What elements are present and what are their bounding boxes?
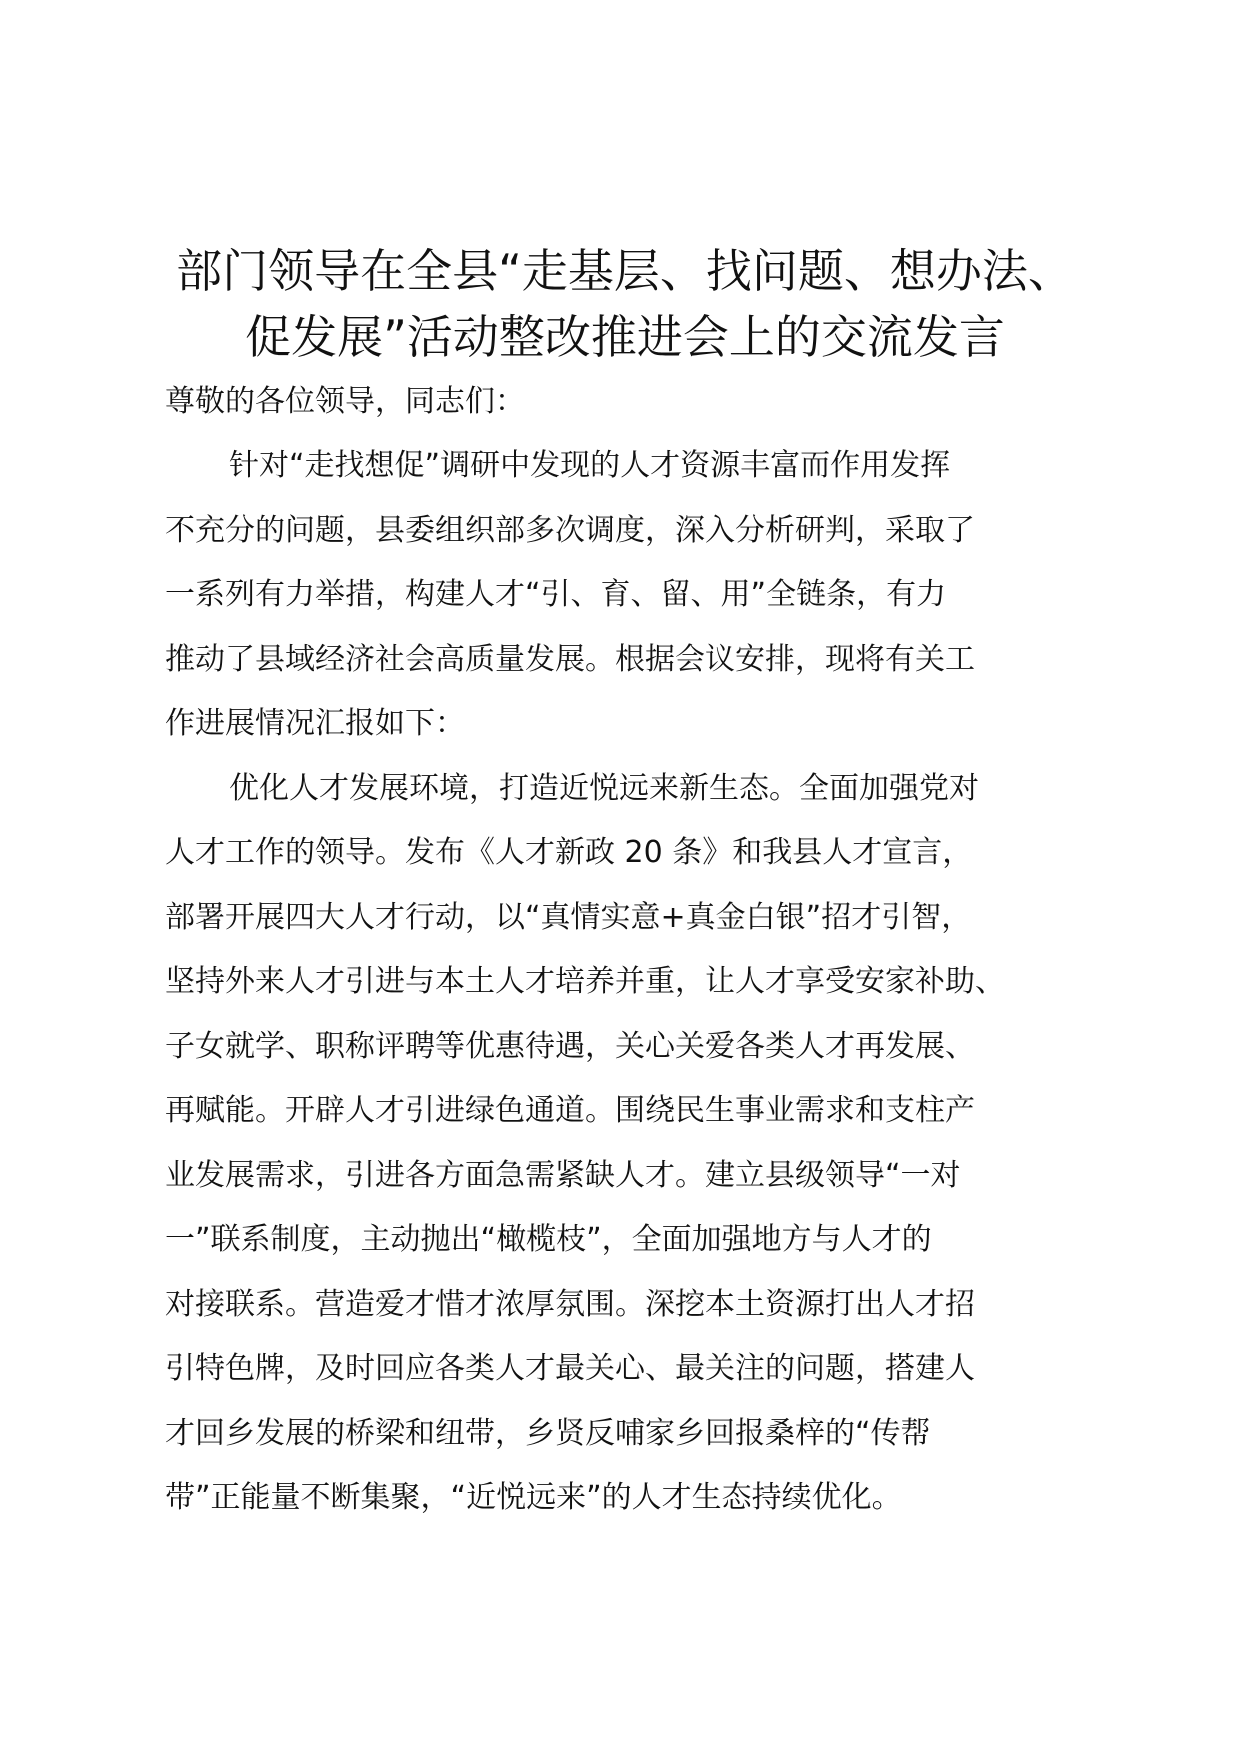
paragraph-line: 才回乡发展的桥梁和纽带，乡贤反哺家乡回报桑梓的“传帮 bbox=[165, 1415, 931, 1451]
document-title bbox=[165, 238, 1085, 370]
paragraph-line: 再赋能。开辟人才引进绿色通道。围绕民生事业需求和支柱产 bbox=[165, 1093, 975, 1128]
paragraph-line: 业发展需求，引进各方面急需紧缺人才。建立县级领导“一对 bbox=[165, 1157, 961, 1193]
title-line-2: 促发展”活动整改推进会上的交流发言 bbox=[245, 310, 1005, 364]
paragraph-line: 优化人才发展环境，打造近悦远来新生态。全面加强党对 bbox=[229, 770, 979, 806]
title-line-1: 部门领导在全县“走基层、找问题、想办法、 bbox=[176, 244, 1074, 298]
paragraph-line: 一”联系制度，主动抛出“橄榄枝”，全面加强地方与人才的 bbox=[165, 1222, 932, 1257]
paragraph-line: 一系列有力举措，构建人才“引、育、留、用”全链条，有力 bbox=[165, 577, 947, 612]
paragraph-line: 带”正能量不断集聚，“近悦远来”的人才生态持续优化。 bbox=[165, 1480, 902, 1515]
paragraph-line: 人才工作的领导。发布《人才新政 20 条》和我县人才宣言， bbox=[165, 835, 973, 870]
paragraph-line: 坚持外来人才引进与本土人才培养并重，让人才享受安家补助、 bbox=[165, 964, 1005, 999]
paragraph-1 bbox=[165, 434, 1125, 757]
paragraph-line: 引特色牌，及时回应各类人才最关心、最关注的问题，搭建人 bbox=[165, 1351, 975, 1386]
paragraph-line: 不充分的问题，县委组织部多次调度，深入分析研判，采取了 bbox=[165, 512, 975, 548]
paragraph-line: 子女就学、职称评聘等优惠待遇，关心关爱各类人才再发展、 bbox=[165, 1028, 975, 1064]
paragraph-2 bbox=[165, 757, 1125, 1531]
salutation: 尊敬的各位领导，同志们： bbox=[165, 384, 525, 419]
paragraph-line: 推动了县域经济社会高质量发展。根据会议安排，现将有关工 bbox=[165, 641, 975, 677]
document-page bbox=[165, 238, 1125, 1531]
paragraph-line: 对接联系。营造爱才惜才浓厚氛围。深挖本土资源打出人才招 bbox=[165, 1286, 975, 1322]
paragraph-line: 针对“走找想促”调研中发现的人才资源丰富而作用发挥 bbox=[229, 448, 951, 483]
paragraph-line: 部署开展四大人才行动，以“真情实意+真金白银”招才引智， bbox=[165, 899, 972, 935]
paragraph-line: 作进展情况汇报如下： bbox=[165, 706, 465, 741]
